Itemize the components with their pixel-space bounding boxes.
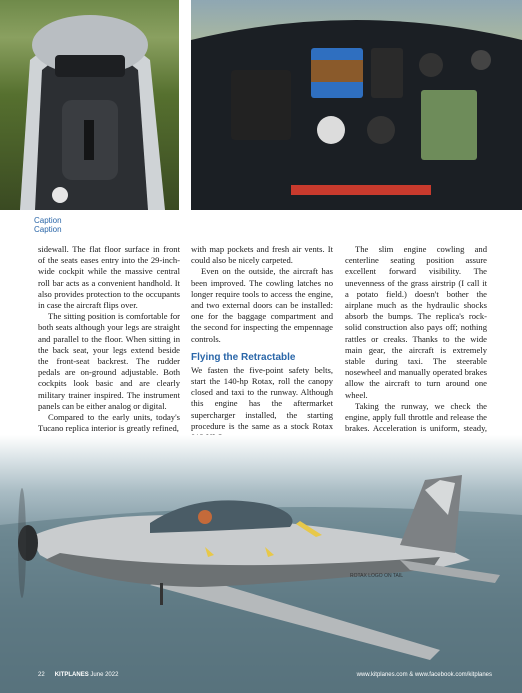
paragraph: with map pockets and fresh air vents. It could also be nicely carpeted.: [191, 244, 333, 266]
tail-text: ROTAX LOGO ON TAIL: [350, 573, 404, 579]
article-column-2: [191, 244, 333, 443]
instrument-panel-photo: [191, 0, 522, 210]
photo-caption-2: Caption: [34, 225, 62, 234]
paragraph: sidewall. The flat floor surface in front of the seats eases entry into the 29-inch-wide cockpit while the massive central roll bar acts as a convenient handhold. It also provides protection to the occupants in case the aircraft flips over.: [38, 244, 180, 311]
article-column-3: [345, 244, 487, 446]
article-column-1: [38, 244, 180, 434]
paragraph: The sitting position is comfortable for both seats although your legs are straight and parallel to the floor. When sitting in the back seat, your legs extend beside the front-seat backrest. The rudder pedals are on-ground adjustable. Both cockpits look basic and are clearly military trainer inspired. The instrument panels can be either analog or digital.: [38, 311, 180, 411]
paragraph: Even on the outside, the aircraft has been improved. The cowling latches no longer require tools to access the engine, and two external doors can be installed: one for the baggage compartment and the second for inspecting the empennage controls.: [191, 266, 333, 344]
instrument-panel-illustration: [191, 0, 522, 210]
paragraph: Taking the runway, we check the engine, apply full throttle and release the brakes. Acceleration is uniform, steady,: [345, 400, 487, 434]
issue-date: June 2022: [90, 672, 119, 678]
folio-left: [38, 672, 118, 678]
page-number: 22: [38, 672, 45, 678]
paragraph: The slim engine cowling and centerline seating position assure excellent forward visibility. The unevenness of the grass airstrip (I call it a potato field.) doesn't bother the airplane much as the hydraulic shocks absorb the bumps. The replica's rock-solid construction also pays off; nothing rattles or creaks. Thanks to the wide main gear, the aircraft is extremely stable during taxi. The steerable nosewheel and manually operated brakes allow the aircraft to turn around one wheel.: [345, 244, 487, 400]
tucano-aircraft-illustration: [0, 435, 522, 693]
photo-caption-1: Caption: [34, 216, 62, 225]
aircraft-in-flight-photo: [0, 435, 522, 693]
paragraph: Compared to the early units, today's Tucano replica interior is greatly refined,: [38, 412, 180, 434]
magazine-name: KITPLANES: [54, 672, 89, 678]
footer-urls: www.kitplanes.com & www.facebook.com/kitplanes: [356, 672, 492, 678]
cockpit-seat-illustration: [0, 0, 179, 210]
paragraph: We fasten the five-point safety belts, start the 140-hp Rotax, roll the canopy closed and taxi to the runway. Although this engine has the aftermarket supercharger installed, the starting procedure is the same as a stock Rotax: [191, 364, 333, 431]
cockpit-photo-left: [0, 0, 179, 210]
section-subhead: Flying the Retractable: [191, 351, 296, 363]
